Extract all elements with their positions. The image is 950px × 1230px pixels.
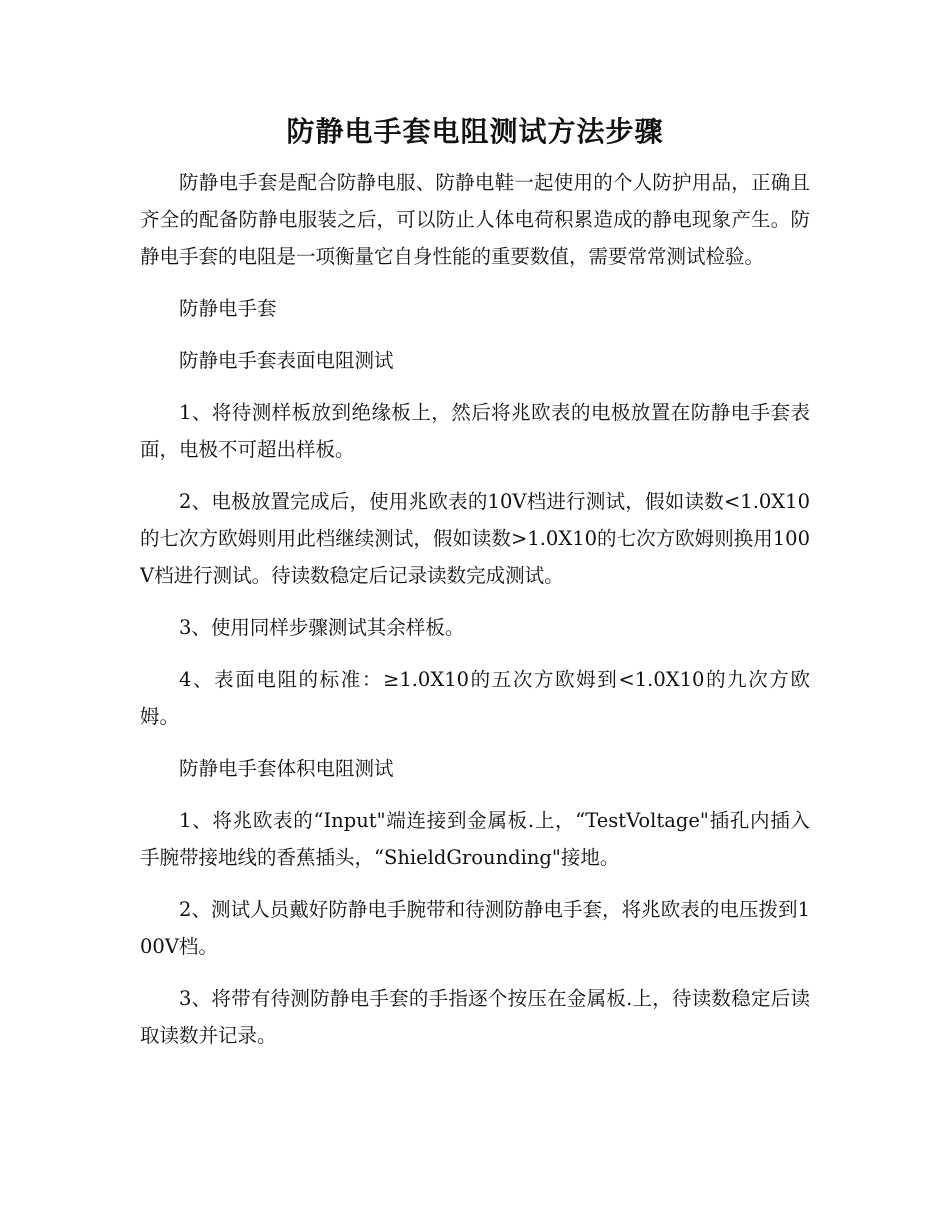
surface-step-2: 2、电极放置完成后，使用兆欧表的10V档进行测试，假如读数<1.0X10的七次方欧姆则用此档继续测试，假如读数>1.0X10的七次方欧姆则换用100V档进行测试。待读数稳定后记录读数完成测试。	[140, 490, 810, 587]
volume-step-2: 2、测试人员戴好防静电手腕带和待测防静电手套，将兆欧表的电压拨到100V档。	[140, 898, 810, 958]
section-heading-surface-resistance: 防静电手套表面电阻测试	[179, 349, 394, 372]
volume-step-3: 3、将带有待测防静电手套的手指逐个按压在金属板.上，待读数稳定后读取读数并记录。	[140, 987, 810, 1047]
document-title: 防静电手套电阻测试方法步骤	[286, 115, 664, 148]
section-heading-volume-resistance: 防静电手套体积电阻测试	[179, 757, 394, 780]
document-body	[140, 164, 810, 1069]
volume-step-1: 1、将兆欧表的“Input"端连接到金属板.上，“TestVoltage"插孔内插入手腕带接地线的香蕉插头，“ShieldGrounding"接地。	[140, 809, 810, 869]
section-heading: 防静电手套	[179, 297, 277, 320]
surface-step-3: 3、使用同样步骤测试其余样板。	[179, 616, 465, 639]
intro-paragraph: 防静电手套是配合防静电服、防静电鞋一起使用的个人防护用品，正确且齐全的配备防静电服装之后，可以防止人体电荷积累造成的静电现象产生。防静电手套的电阻是一项衡量它自身性能的重要数值，需要常常测试检验。	[140, 171, 810, 268]
surface-step-4: 4、表面电阻的标准：≥1.0X10的五次方欧姆到<1.0X10的九次方欧姆。	[140, 668, 810, 728]
surface-step-1: 1、将待测样板放到绝缘板上，然后将兆欧表的电极放置在防静电手套表面，电极不可超出样板。	[140, 401, 810, 461]
